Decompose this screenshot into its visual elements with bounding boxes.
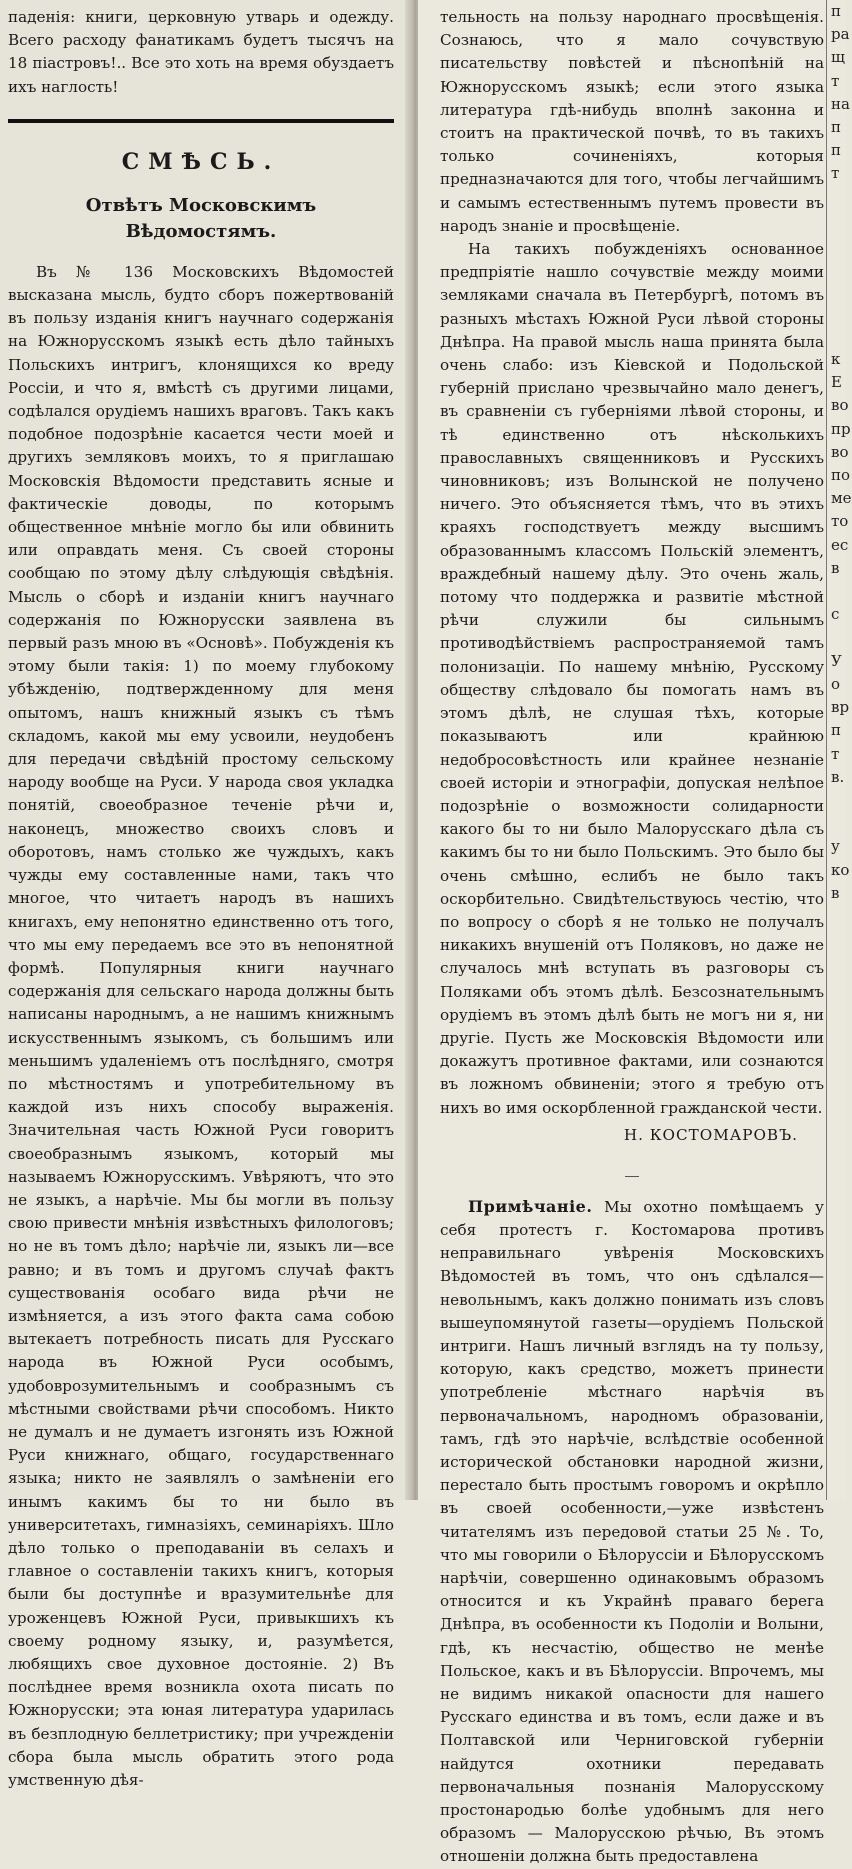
edge-fragment: во (831, 396, 849, 415)
edge-fragment: ес (831, 535, 849, 554)
edge-fragment: о (831, 674, 841, 693)
edge-fragment: ко (831, 860, 850, 879)
edge-fragment: в (831, 883, 840, 902)
edge-fragment: У (831, 651, 842, 670)
edge-fragment (827, 580, 847, 603)
edge-fragment: щ (831, 48, 845, 67)
right-paragraph-2: На такихъ побужденіяхъ основанное предпріятіе нашло сочувствіе между моими земляками сначала въ Петербургѣ, потомъ въ разныхъ мѣстахъ Южной Руси лѣвой стороны Днѣпра. На правой мысль наша принята была очень слабо: изъ Кіевской и Подольской губерній прислано чрезвычайно мало денегъ, въ сравненіи съ губерніями лѣвой стороны, и тѣ единственно отъ нѣсколькихъ православныхъ священниковъ и Русскихъ чиновниковъ; изъ Волынской не получено ничего. Это объясняется тѣмъ, что въ этихъ краяхъ господствуетъ между высшимъ образованнымъ классомъ Польскій элементъ, враждебный нашему дѣлу. Это очень жаль, потому что поддержка и развитіе мѣстной рѣчи служили бы сильнымъ противодѣйствіемъ распространяемой тамъ полонизаціи. По нашему мнѣнію, Русскому обществу слѣдовало бы помогать намъ въ этомъ дѣлѣ, не слушая тѣхъ, которые показываютъ или крайнюю недобросовѣстность или крайнее незнаніе своей исторіи и этнографіи, допуская нелѣпое подозрѣніе о возможности солидарности какого бы то ни было Малорусскаго дѣла съ какимъ бы то ни было Польскимъ. Это было бы очень смѣшно, еслибъ не было такъ оскорбительно. Свидѣтельствуюсь честію, что по вопросу о сборѣ я не только не получалъ никакихъ внушеній отъ Поляковъ, но даже не случалось мнѣ вступать въ разговоры съ Поляками объ этомъ дѣлѣ. Безсознательнымъ орудіемъ въ этомъ дѣлѣ быть не могъ ни я, ни другіе. Пусть же Московскія Вѣдомости или докажутъ противное фактами, или сознаются въ ложномъ обвиненіи; этого я требую отъ нихъ во имя оскорбленной гражданской чести. (440, 240, 824, 1117)
edge-fragment: т (831, 164, 840, 183)
edge-fragment: Е (831, 373, 842, 392)
author-signature: Н. КОСТОМАРОВЪ. (623, 1125, 798, 1144)
edge-fragment: на (831, 94, 850, 113)
edge-fragment: в (831, 558, 840, 577)
edge-fragment (827, 789, 847, 812)
edge-fragment: т (831, 71, 840, 90)
edge-fragment (827, 232, 847, 255)
right-column (440, 0, 824, 1869)
edge-fragment (827, 951, 847, 974)
edge-fragment: п (831, 2, 841, 20)
edge-fragment: т (831, 744, 840, 763)
edge-fragment: с (831, 605, 840, 624)
edge-fragment (827, 975, 847, 998)
edge-fragment (827, 905, 847, 928)
section-title: СМѢСЬ. (121, 148, 281, 175)
edge-fragment (827, 928, 847, 951)
article-title: Отвѣтъ Московскимъ Вѣдомостямъ. (85, 194, 317, 242)
edge-fragment: пр (831, 419, 851, 438)
edge-fragment (827, 325, 847, 348)
edge-fragment: ра (831, 25, 850, 44)
edge-fragment (827, 255, 847, 278)
edge-fragment (827, 1044, 847, 1067)
edge-fragment: в. (831, 767, 845, 786)
note-separator (625, 1176, 639, 1177)
edge-fragment: п (831, 721, 841, 740)
edge-fragment (827, 1067, 847, 1090)
edge-fragment (827, 998, 847, 1021)
edge-fragment: п (831, 118, 841, 137)
edge-fragment (827, 626, 847, 649)
edge-fragment (827, 209, 847, 232)
edge-fragment: во (831, 442, 849, 461)
editor-note (440, 1195, 824, 1869)
edge-fragment (827, 812, 847, 835)
edge-fragment: ме (831, 489, 852, 508)
edge-fragment (827, 1021, 847, 1044)
article-body: Въ № 136 Московскихъ Вѣдомостей высказана мысль, будто сборъ пожертвованій въ пользу изданія книгъ научнаго содержанія на Южнорусскомъ языкѣ есть дѣло тайныхъ Польскихъ интригъ, клонящихся ко вреду Россіи, и что я, вмѣстѣ съ другими лицами, содѣлался орудіемъ нашихъ враговъ. Такъ какъ подобное подозрѣніе касается чести моей и другихъ земляковъ моихъ, то я приглашаю Московскія Вѣдомости представить ясные и фактическіе доводы, по которымъ общественное мнѣніе могло бы или обвинить или оправдать меня. Съ своей стороны сообщаю по этому дѣлу слѣдующія свѣдѣнія. Мысль о сборѣ и изданіи книгъ научнаго содержанія по Южнорусски заявлена въ первый разъ мною въ «Основѣ». Побужденія къ этому были такія: 1) по моему глубокому убѣжденію, подтвержденному для меня опытомъ, нашъ книжный языкъ съ тѣмъ складомъ, какой мы ему усвоили, неудобенъ для передачи свѣдѣній простому сельскому народу вообще на Руси. У народа своя укладка понятій, своеобразное теченіе рѣчи и, наконецъ, множество своихъ словъ и оборотовъ, намъ столько же чуждыхъ, какъ чужды ему составленные нами, такъ что многое, что читаетъ народъ въ нашихъ книгахъ, ему непонятно единственно отъ того, что мы ему передаемъ все это въ непонятной формѣ. Популярныя книги научнаго содержанія для сельскаго народа должны быть написаны народнымъ, а не нашимъ книжнымъ искусственнымъ языкомъ, съ большимъ или меньшимъ удаленіемъ отъ послѣдняго, смотря по мѣстностямъ и употребительному въ каждой изъ нихъ способу выраженія. Значительная часть Южной Руси говоритъ своеобразнымъ языкомъ, который мы называемъ Южнорусскимъ. Увѣряютъ, что это не языкъ, а нарѣчіе. Мы бы могли въ пользу свою привести мнѣнія извѣстныхъ филологовъ; но не въ томъ дѣло; нарѣчіе ли, языкъ ли—все равно; и въ томъ и другомъ случаѣ фактъ существованія особаго вида рѣчи не измѣняется, а изъ этого факта сама собою вытекаетъ потребность писать для Русскаго народа въ Южной Руси особымъ, удобоврозумительнымъ и сообразнымъ съ мѣстными свойствами рѣчи способомъ. Никто не думалъ и не думаетъ изгонять изъ Южной Руси книжнаго, общаго, государственнаго языка; никто не заявлялъ о замѣненіи его инымъ какимъ бы то ни было въ университетахъ, гимназіяхъ, семинаріяхъ. Шло дѣло только о преподаваніи въ селахъ и главное о составленіи такихъ книгъ, которыя были бы доступнѣе и вразумительнѣе для уроженцевъ Южной Руси, привыкшихъ къ своему родному языку, и, разумѣется, любящихъ свое духовное достояніе. 2) Въ послѣднее время возникла охота писать по Южнорусски; эта юная литература ударилась въ безплодную беллетристику; при учрежденіи сбора была мысль обратить этого рода умственную дѣя- (8, 262, 394, 1790)
edge-fragment: к (831, 350, 841, 369)
edge-fragment: то (831, 512, 849, 531)
edge-fragment: по (831, 466, 851, 485)
left-column (8, 0, 394, 1792)
edge-fragment (827, 186, 847, 209)
note-label: Примѣчаніе. (468, 1196, 593, 1216)
edge-fragment: вр (831, 698, 850, 717)
edge-fragment: п (831, 141, 841, 160)
section-divider (8, 119, 394, 123)
right-paragraph-1: тельность на пользу народнаго просвѣщенія. Сознаюсь, что я мало сочувствую писательству повѣстей и пѣснопѣній на Южнорусскомъ языкѣ; если этого языка литература гдѣ-нибудь вполнѣ законна и стоитъ на практической почвѣ, то въ такихъ только сочиненіяхъ, которыя предназначаются для того, чтобы легчайшимъ и самымъ естественнымъ путемъ провести въ народъ знаніе и просвѣщеніе. (440, 8, 824, 235)
left-intro-paragraph: паденія: книги, церковную утварь и одежду. Всего расходу фанатикамъ будетъ тысячъ на 18 піастровъ!.. Все это хоть на время обуздаетъ ихъ наглость! (8, 8, 394, 96)
next-page-edge (826, 0, 852, 1500)
edge-fragment: у (831, 837, 840, 856)
edge-fragment (827, 302, 847, 325)
edge-fragment (827, 278, 847, 301)
note-text: Мы охотно помѣщаемъ у себя протестъ г. Костомарова противъ неправильнаго увѣренія Московскихъ Вѣдомостей въ томъ, что онъ сдѣлался—невольнымъ, какъ должно понимать изъ словъ вышеупомянутой газеты—орудіемъ Польской интриги. Нашъ личный взглядъ на ту пользу, которую, какъ средство, можетъ принести употребленіе мѣстнаго нарѣчія въ первоначальномъ, народномъ образованіи, тамъ, гдѣ это нарѣчіе, вслѣдствіе особенной исторической обстановки народной жизни, перестало быть простымъ говоромъ и окрѣпло въ своей особенности,—уже извѣстенъ читателямъ изъ передовой статьи 25 №. То, что мы говорили о Бѣлоруссіи и Бѣлорусскомъ нарѣчіи, совершенно одинаковымъ образомъ относится и къ Украйнѣ праваго берега Днѣпра, въ особенности къ Подоліи и Волыни, гдѣ, къ несчастію, общество не менѣе Польское, какъ и въ Бѣлоруссіи. Впрочемъ, мы не видимъ никакой опасности для нашего Русскаго единства и въ томъ, если даже и въ Полтавской или Черниговской губерніи найдутся охотники передавать первоначальныя познанія Малорусскому простонародью болѣе удобнымъ для него образомъ — Малорусскою рѣчью, Въ этомъ отношеніи должна быть предоставлена (440, 1197, 824, 1866)
